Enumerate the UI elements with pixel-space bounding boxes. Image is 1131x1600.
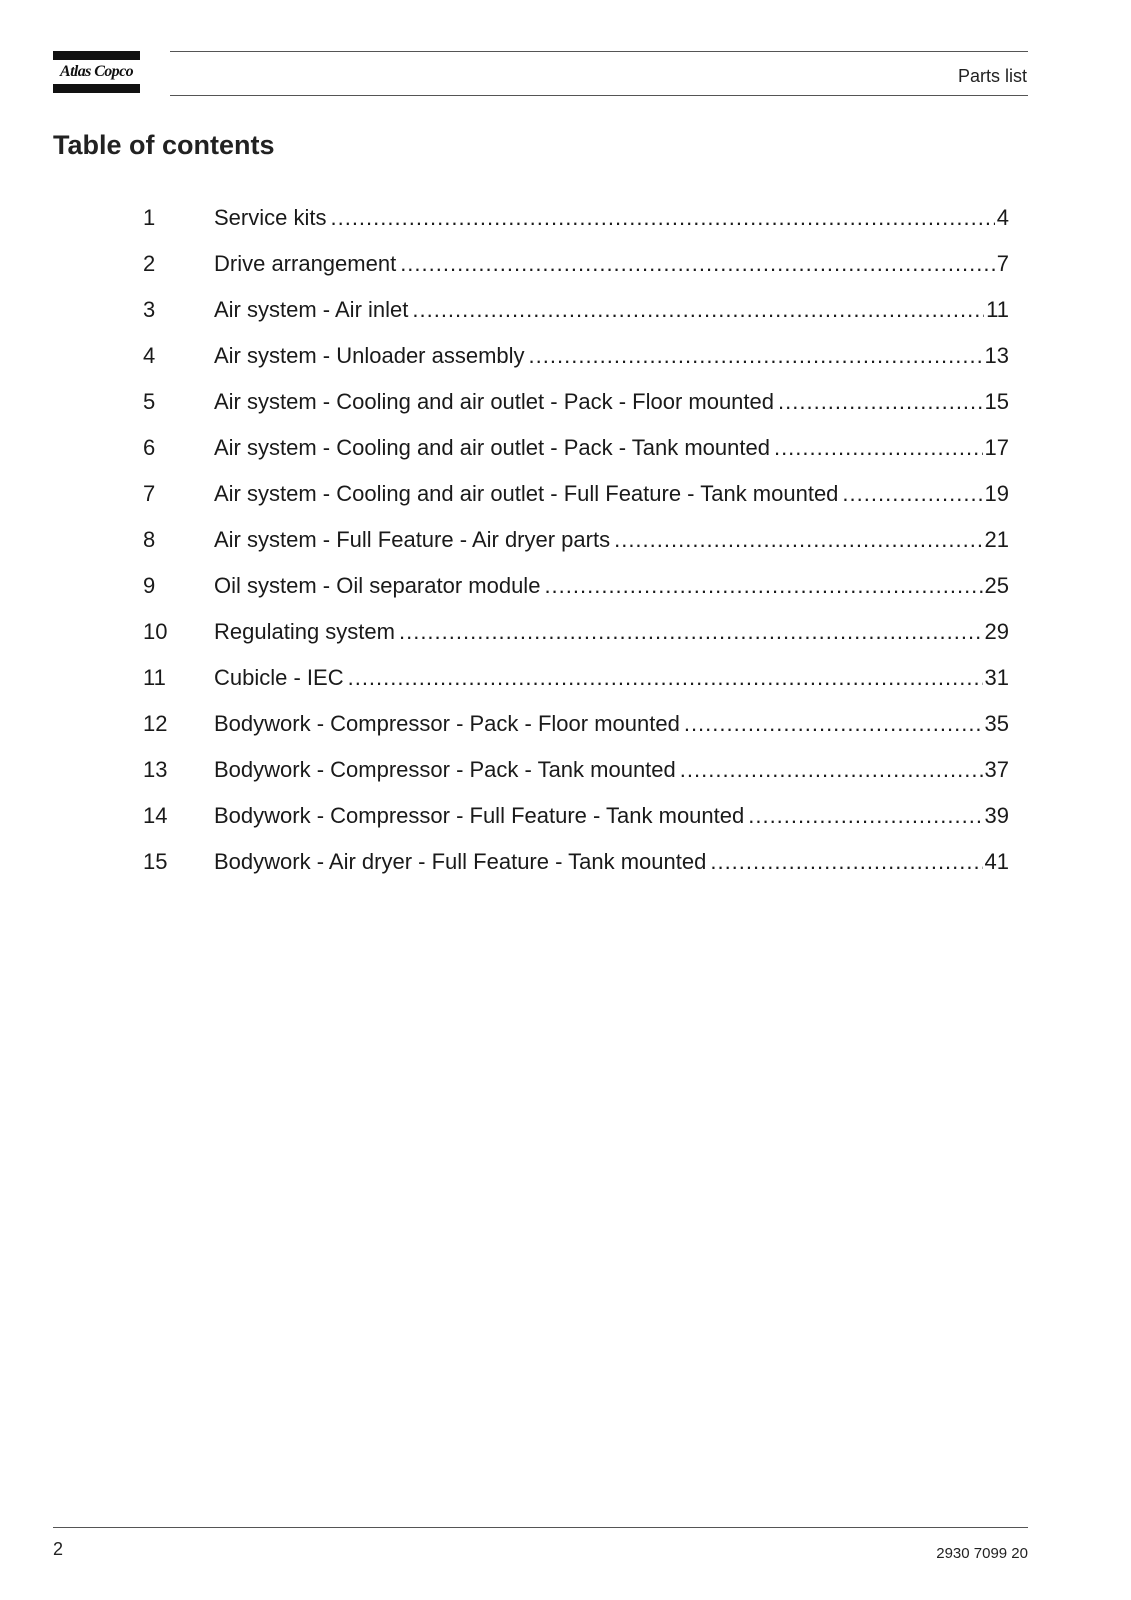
- footer-document-number: 2930 7099 20: [936, 1545, 1028, 1562]
- logo-bottom-bar: [53, 84, 140, 93]
- toc-dot-leader: [748, 801, 982, 831]
- toc-entry-page[interactable]: 25: [984, 573, 1009, 598]
- toc-dot-leader: [710, 847, 982, 877]
- toc-entry-line: [214, 525, 1009, 555]
- toc-entry-number: 14: [143, 803, 168, 828]
- toc-entry-page[interactable]: 21: [984, 527, 1009, 552]
- toc-entry-number: 2: [143, 251, 156, 276]
- toc-entry-number: 7: [143, 481, 156, 506]
- toc-entry-page[interactable]: 31: [984, 665, 1009, 690]
- toc-dot-leader: [684, 709, 983, 739]
- toc-entry-line: [214, 203, 1009, 233]
- toc-entry-page[interactable]: 35: [984, 711, 1009, 736]
- toc-entry[interactable]: [143, 479, 1009, 525]
- toc-entry[interactable]: [143, 249, 1009, 295]
- toc-entry-line: [214, 249, 1009, 279]
- toc-entry-title[interactable]: Air system - Cooling and air outlet - Pack - Tank mounted: [214, 435, 770, 460]
- toc-entry-number: 5: [143, 389, 156, 414]
- toc-entry-page[interactable]: 19: [984, 481, 1009, 506]
- toc-entry-line: [214, 755, 1009, 785]
- page-title: Table of contents: [53, 130, 275, 160]
- toc-dot-leader: [412, 295, 984, 325]
- toc-entry-line: [214, 801, 1009, 831]
- toc-dot-leader: [400, 249, 995, 279]
- toc-entry-line: [214, 571, 1009, 601]
- toc-entry-page[interactable]: 11: [986, 297, 1009, 322]
- footer-page-number: 2: [53, 1539, 64, 1559]
- toc-entry-line: [214, 341, 1009, 371]
- toc-entry-title[interactable]: Air system - Cooling and air outlet - Full Feature - Tank mounted: [214, 481, 839, 506]
- toc-entry-title[interactable]: Regulating system: [214, 619, 395, 644]
- toc-dot-leader: [614, 525, 982, 555]
- toc-dot-leader: [544, 571, 982, 601]
- toc-dot-leader: [680, 755, 983, 785]
- toc-entry[interactable]: [143, 801, 1009, 847]
- toc-entry-number: 15: [143, 849, 168, 874]
- toc-entry-title[interactable]: Service kits: [214, 205, 327, 230]
- toc-entry-title[interactable]: Air system - Full Feature - Air dryer parts: [214, 527, 611, 552]
- toc-entry-line: [214, 295, 1009, 325]
- toc-entry[interactable]: [143, 847, 1009, 893]
- atlas-copco-logo: [53, 51, 140, 94]
- toc-entry-title[interactable]: Air system - Unloader assembly: [214, 343, 525, 368]
- toc-dot-leader: [399, 617, 983, 647]
- toc-entry[interactable]: [143, 433, 1009, 479]
- toc-entry-number: 12: [143, 711, 168, 736]
- toc-entry-line: [214, 387, 1009, 417]
- toc-entry-page[interactable]: 29: [984, 619, 1009, 644]
- toc-entry-title[interactable]: Air system - Air inlet: [214, 297, 409, 322]
- toc-entry[interactable]: [143, 525, 1009, 571]
- toc-entry-number: 3: [143, 297, 156, 322]
- toc-entry[interactable]: [143, 295, 1009, 341]
- footer-rule: [53, 1527, 1028, 1528]
- toc-entry-page[interactable]: 41: [984, 849, 1009, 874]
- toc-dot-leader: [330, 203, 994, 233]
- toc-dot-leader: [778, 387, 983, 417]
- toc-entry[interactable]: [143, 571, 1009, 617]
- toc-dot-leader: [774, 433, 983, 463]
- header-rule-bottom: [170, 95, 1028, 96]
- toc-entry-title[interactable]: Cubicle - IEC: [214, 665, 344, 690]
- toc-dot-leader: [529, 341, 983, 371]
- toc-entry[interactable]: [143, 663, 1009, 709]
- toc-entry-page[interactable]: 15: [984, 389, 1009, 414]
- logo-top-bar: [53, 51, 140, 60]
- table-of-contents: [143, 203, 1009, 893]
- toc-entry[interactable]: [143, 709, 1009, 755]
- toc-entry-number: 1: [143, 205, 156, 230]
- toc-entry-page[interactable]: 39: [984, 803, 1009, 828]
- toc-entry-title[interactable]: Drive arrangement: [214, 251, 397, 276]
- toc-entry-number: 13: [143, 757, 168, 782]
- toc-entry-title[interactable]: Air system - Cooling and air outlet - Pack - Floor mounted: [214, 389, 775, 414]
- toc-entry-page[interactable]: 7: [996, 251, 1009, 276]
- toc-entry-page[interactable]: 13: [984, 343, 1009, 368]
- toc-entry-number: 8: [143, 527, 156, 552]
- logo-wordmark: Atlas Copco: [60, 63, 133, 80]
- toc-entry-number: 6: [143, 435, 156, 460]
- toc-entry-number: 9: [143, 573, 156, 598]
- toc-entry-title[interactable]: Bodywork - Compressor - Full Feature - Tank mounted: [214, 803, 745, 828]
- toc-entry-line: [214, 479, 1009, 509]
- toc-entry[interactable]: [143, 203, 1009, 249]
- header-title: Parts list: [957, 66, 1027, 86]
- toc-entry-title[interactable]: Bodywork - Air dryer - Full Feature - Tank mounted: [214, 849, 707, 874]
- toc-entry-title[interactable]: Oil system - Oil separator module: [214, 573, 541, 598]
- toc-entry-line: [214, 847, 1009, 877]
- toc-entry-page[interactable]: 37: [984, 757, 1009, 782]
- toc-entry[interactable]: [143, 387, 1009, 433]
- toc-entry-title[interactable]: Bodywork - Compressor - Pack - Floor mounted: [214, 711, 680, 736]
- toc-entry-title[interactable]: Bodywork - Compressor - Pack - Tank mounted: [214, 757, 676, 782]
- toc-entry-page[interactable]: 17: [984, 435, 1009, 460]
- toc-entry[interactable]: [143, 755, 1009, 801]
- toc-entry-line: [214, 663, 1009, 693]
- toc-entry-line: [214, 709, 1009, 739]
- toc-entry-number: 4: [143, 343, 156, 368]
- toc-entry-number: 11: [143, 665, 166, 690]
- toc-entry-line: [214, 617, 1009, 647]
- toc-dot-leader: [842, 479, 982, 509]
- toc-entry-page[interactable]: 4: [996, 205, 1009, 230]
- toc-entry[interactable]: [143, 617, 1009, 663]
- header-rule-top: [170, 51, 1028, 52]
- toc-entry[interactable]: [143, 341, 1009, 387]
- toc-dot-leader: [348, 663, 983, 693]
- toc-entry-number: 10: [143, 619, 168, 644]
- toc-entry-line: [214, 433, 1009, 463]
